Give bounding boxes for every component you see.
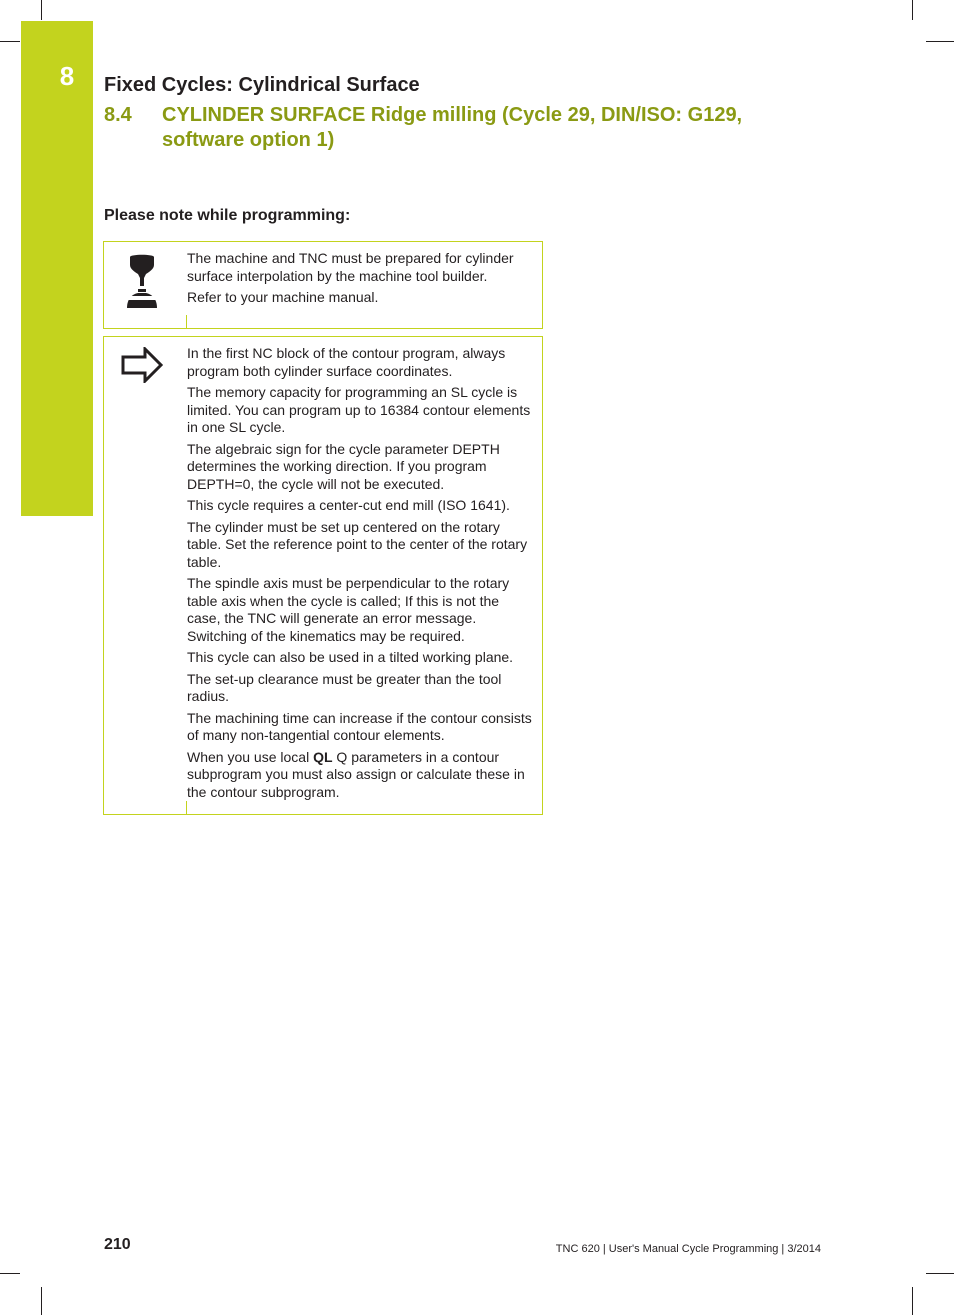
ql-text-before: When you use local bbox=[187, 748, 314, 765]
note-paragraph: This cycle requires a center-cut end mill (ISO 1641). bbox=[187, 497, 510, 513]
note-paragraph: This cycle can also be used in a tilted working plane. bbox=[187, 649, 514, 665]
note-paragraph: The cylinder must be set up centered on the rotary table. Set the reference point to the center of the rotary table. bbox=[187, 518, 528, 570]
note-paragraph: Refer to your machine manual. bbox=[187, 289, 379, 305]
crop-mark bbox=[0, 41, 20, 42]
note-paragraph: The algebraic sign for the cycle parameter DEPTH determines the working direction. If you program DEPTH=0, the cycle will not be executed. bbox=[187, 440, 500, 492]
ql-text-after: Q parameters in a contour subprogram you must also assign or calculate these in the contour subprogram. bbox=[187, 748, 525, 800]
crop-mark bbox=[0, 1273, 20, 1274]
note-paragraph: The machining time can increase if the contour consists of many non-tangential contour elements. bbox=[187, 709, 532, 743]
crop-mark bbox=[41, 0, 42, 20]
chapter-tab bbox=[21, 21, 93, 516]
arrow-right-icon bbox=[120, 347, 164, 388]
note-paragraph: In the first NC block of the contour program, always program both cylinder surface coordinates. bbox=[187, 345, 506, 379]
divider bbox=[186, 315, 187, 329]
machine-note-box bbox=[103, 241, 543, 329]
chapter-title: Fixed Cycles: Cylindrical Surface bbox=[104, 74, 420, 96]
crop-mark bbox=[912, 1287, 913, 1315]
chapter-number: 8 bbox=[59, 61, 75, 91]
note-heading: Please note while programming: bbox=[104, 207, 351, 224]
section-number: 8.4 bbox=[104, 104, 132, 126]
ql-keyword: QL bbox=[313, 748, 333, 765]
programming-notes-text bbox=[187, 345, 532, 805]
crop-mark bbox=[41, 1287, 42, 1315]
section-title: CYLINDER SURFACE Ridge milling (Cycle 29, DIN/ISO: G129, software option 1) bbox=[162, 104, 743, 151]
note-paragraph: The spindle axis must be perpendicular to the rotary table axis when the cycle is called; If this is not the case, the TNC will generate an error message. Switching of the kinematics may be required. bbox=[187, 575, 510, 644]
note-paragraph: The machine and TNC must be prepared for cylinder surface interpolation by the machine tool builder. bbox=[187, 250, 514, 284]
machine-icon bbox=[120, 252, 164, 313]
machine-note-text bbox=[187, 250, 532, 311]
note-paragraph: The set-up clearance must be greater than the tool radius. bbox=[187, 670, 502, 704]
crop-mark bbox=[926, 1273, 954, 1274]
page-number: 210 bbox=[104, 1236, 131, 1253]
note-paragraph: The memory capacity for programming an SL cycle is limited. You can program up to 16384 contour elements in one SL cycle. bbox=[187, 384, 531, 435]
programming-notes-box bbox=[103, 336, 543, 815]
crop-mark bbox=[926, 41, 954, 42]
note-paragraph-ql bbox=[187, 749, 532, 802]
crop-mark bbox=[912, 0, 913, 20]
footer-text: TNC 620 | User's Manual Cycle Programming | 3/2014 bbox=[555, 1243, 821, 1255]
